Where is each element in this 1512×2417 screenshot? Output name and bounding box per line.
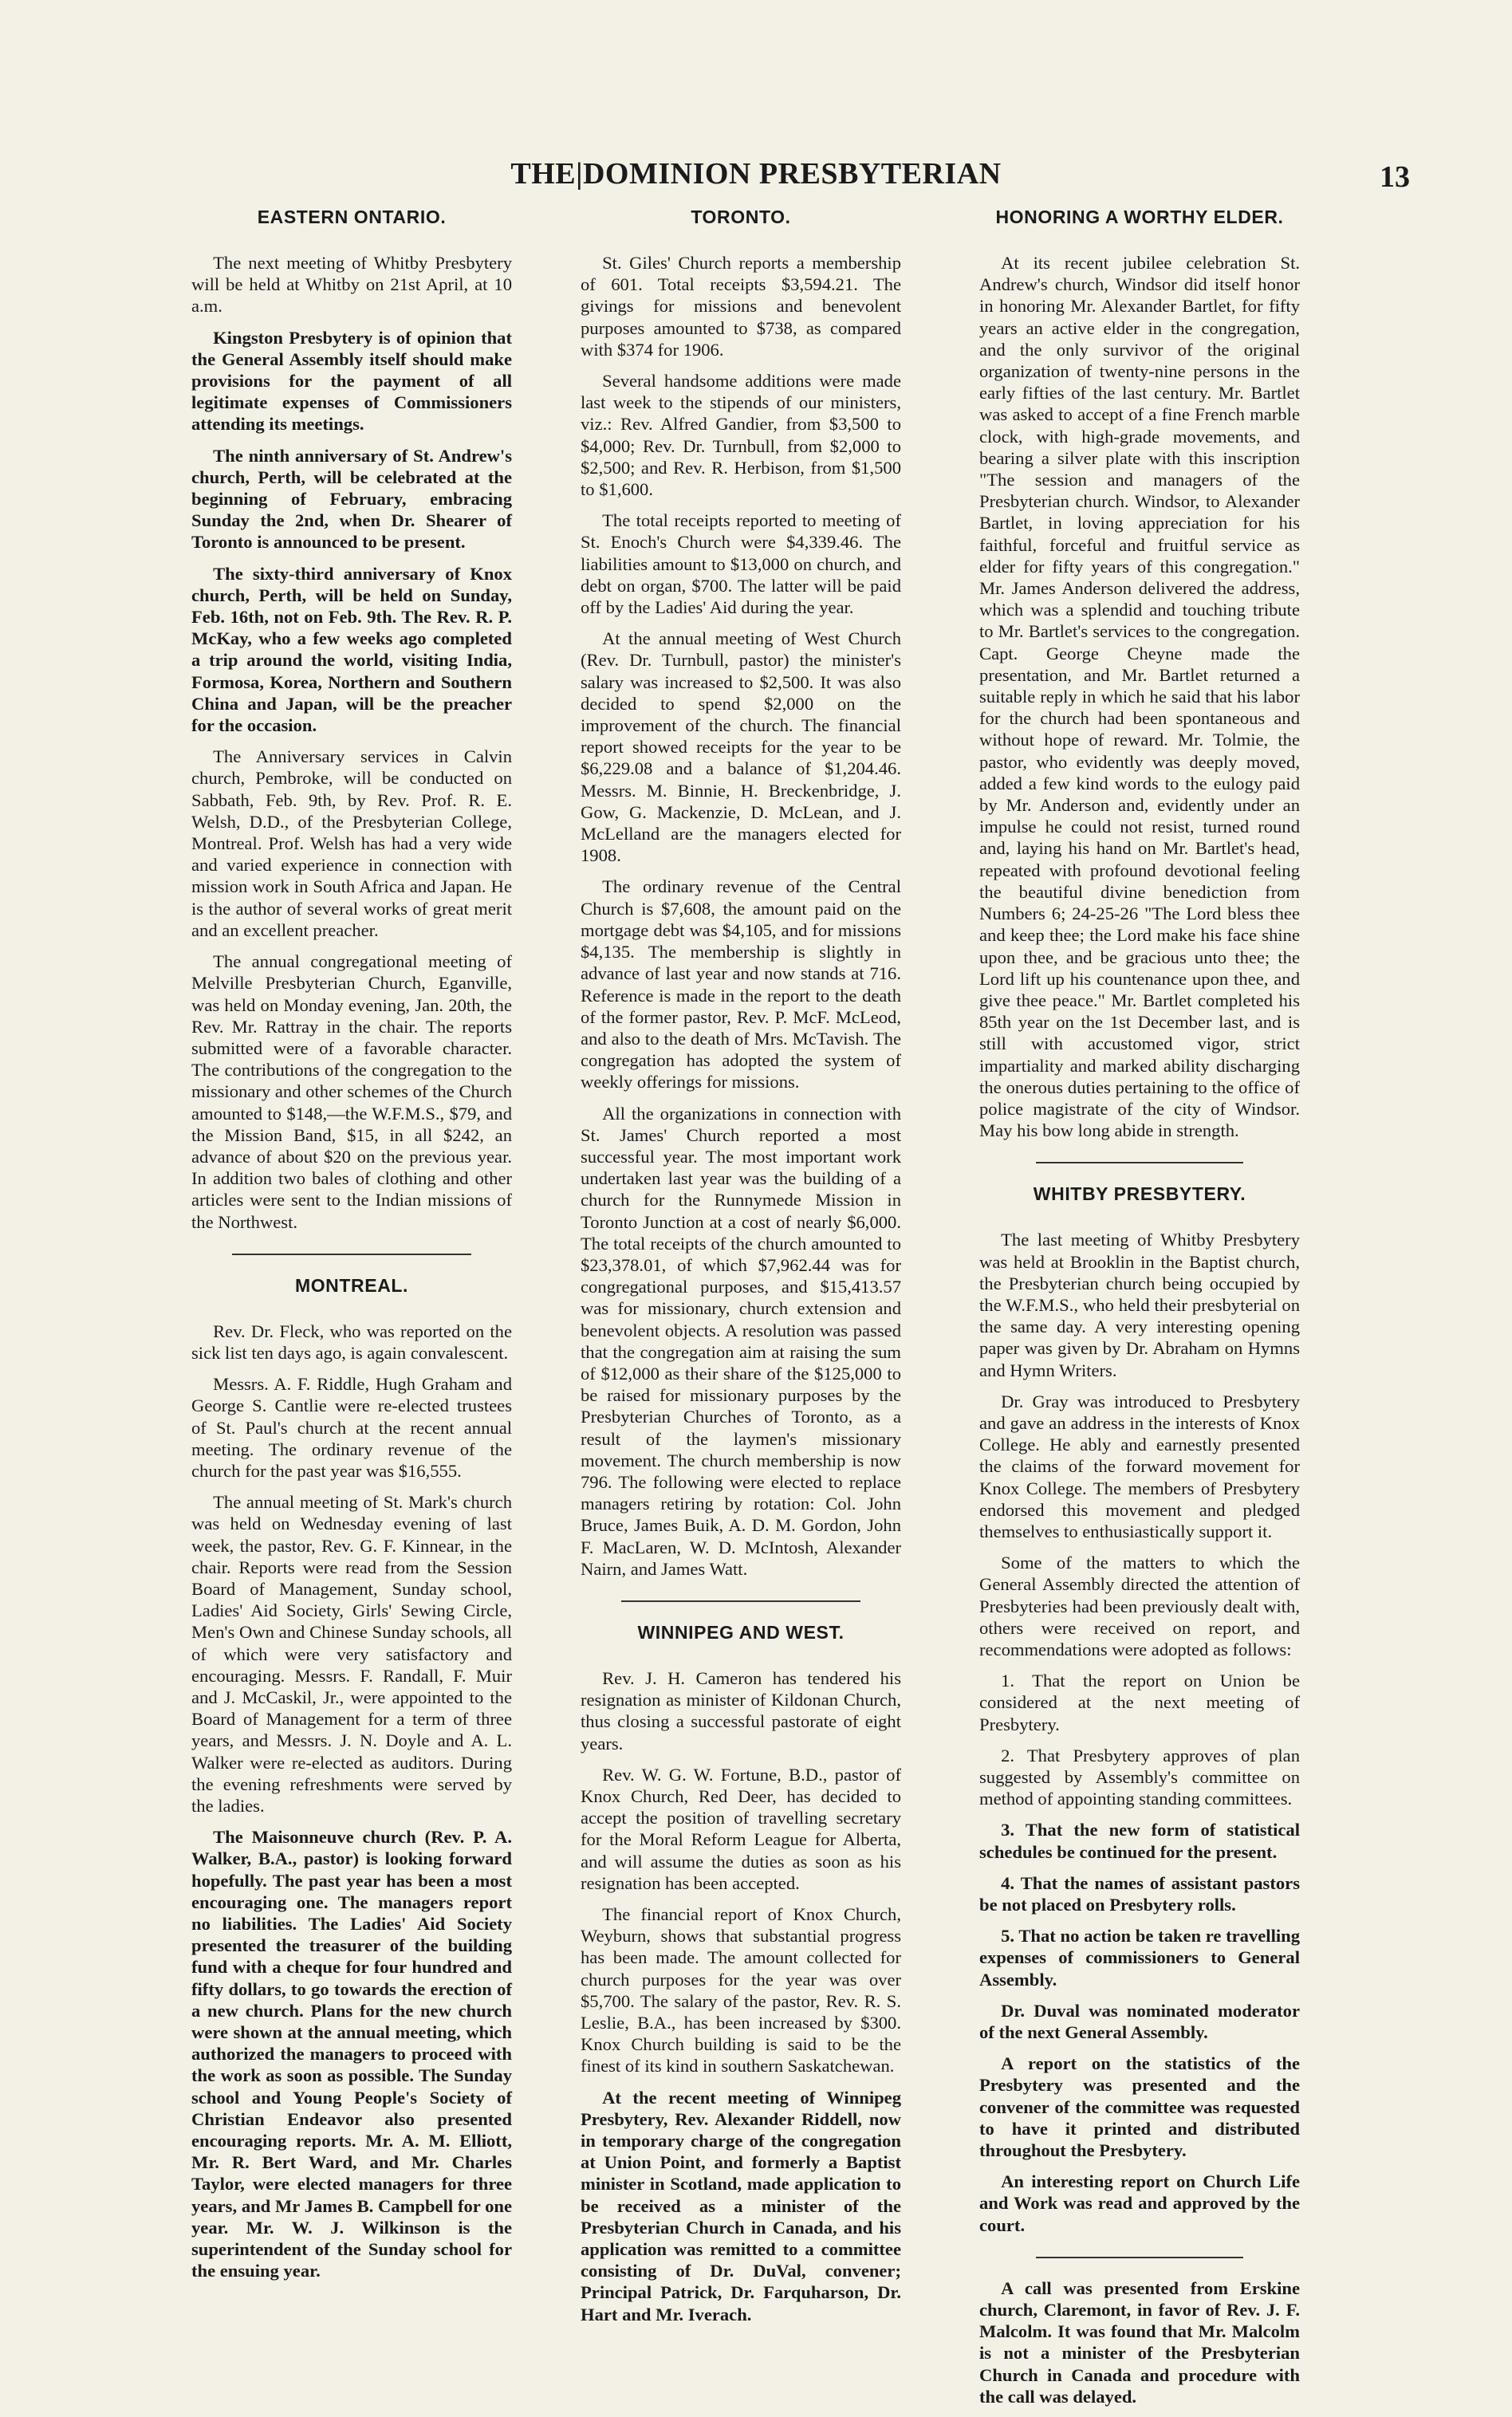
paragraph: The annual meeting of St. Mark's church was held on Wednesday evening of last week, the pastor, Rev. G. F. Kinnear, in the chair. Reports were read from the Session Board of Management, Sunday school, Ladies' Aid Society, Girls' Sewing Circle, Men's Own and Chinese Sunday schools, all of which were very satisfactory and encouraging. Messrs. F. Randall, F. Muir and J. McCaskil, Jr., were appointed to the Board of Management for a term of three years, and Messrs. J. N. Doyle and A. L. Walker were re-elected as auditors. During the evening refreshments were served by the ladies. — [191, 1492, 512, 1816]
paragraph: At the annual meeting of West Church (Rev. Dr. Turnbull, pastor) the minister's salary was increased to $2,500. It was also decided to spend $2,000 on the improvement of the church. The financial report showed receipts for the year to be $6,229.08 and a balance of $1,204.46. Messrs. M. Binnie, H. Breckenbridge, J. Gow, G. Mackenzie, D. McLean, and J. McLelland are the managers elected for 1908. — [581, 628, 901, 866]
paragraph: At the recent meeting of Winnipeg Presbytery, Rev. Alexander Riddell, now in temporary charge of the congregation at Union Point, and formerly a Baptist minister in Scotland, made application to be received as a minister of the Presbyterian Church in Canada, and his application was remitted to a committee consisting of Dr. DuVal, convener; Principal Patrick, Dr. Farquharson, Dr. Hart and Mr. Iverach. — [581, 2087, 901, 2324]
paragraph: Rev. W. G. W. Fortune, B.D., pastor of Knox Church, Red Deer, has decided to accept the position of travelling secretary for the Moral Reform League for Alberta, and will assume the duties as soon as his resignation has been accepted. — [581, 1764, 901, 1893]
list-item: 5. That no action be taken re travelling expenses of commissioners to General Assembly. — [979, 1926, 1300, 1990]
divider — [232, 1254, 471, 1255]
paragraph: All the organizations in connection with St. James' Church reported a most successful year. The most important work undertaken last year was the building of a church for the Runnymede Mission in Toronto Junction at a cost of nearly $6,000. The total receipts of the church amounted to $23,378.01, of which $7,962.44 was for congregational purposes, and $15,413.57 was for missionary, church extension and benevolent objects. A resolution was passed that the congregation aim at raising the sum of $12,000 as their share of the $125,000 to be raised for missionary purposes by the Presbyterian Churches of Toronto, as a result of the laymen's missionary movement. The church membership is now 796. The following were elected to replace managers retiring by rotation: Col. John Bruce, James Buik, A. D. M. Gordon, John F. MacLaren, W. D. McIntosh, Alexander Nairn, and James Watt. — [581, 1103, 901, 1579]
section-heading-whitby-presbytery: WHITBY PRESBYTERY. — [1033, 1183, 1246, 1205]
section-heading-winnipeg-and-west: WINNIPEG AND WEST. — [637, 1621, 845, 1643]
paragraph: St. Giles' Church reports a membership of 601. Total receipts $3,594.21. The givings for missions and benevolent purposes amounted to $738, as compared with $374 for 1906. — [581, 253, 901, 360]
paragraph: An interesting report on Church Life and Work was read and approved by the court. — [979, 2171, 1300, 2235]
list-item: 4. That the names of assistant pastors be not placed on Presbytery rolls. — [979, 1872, 1300, 1915]
page-number: 13 — [1380, 160, 1410, 194]
paragraph: Several handsome additions were made last week to the stipends of our ministers, viz.: Rev. Alfred Gandier, from $3,500 to $4,000; Rev. Dr. Turnbull, from $2,000 to $2,500; and Rev. R. Herbison, from $1,500 to $1,600. — [581, 371, 901, 500]
column-3 — [979, 206, 1300, 2417]
paragraph: The annual congregational meeting of Melville Presbyterian Church, Eganville, was held on Monday evening, Jan. 20th, the Rev. Mr. Rattray in the chair. The reports submitted were of a favorable character. The contributions of the congregation to the missionary and other schemes of the Church amounted to $148,—the W.F.M.S., $79, and the Mission Band, $15, in all $242, an advance of about $20 on the previous year. In addition two bales of clothing and other articles were sent to the Indian missions of the Northwest. — [191, 951, 512, 1232]
section-heading-eastern-ontario: EASTERN ONTARIO. — [257, 207, 447, 227]
paragraph: Some of the matters to which the General Assembly directed the attention of Presbyteries had been previously dealt with, others were received on report, and recommendations were adopted as follows: — [979, 1553, 1300, 1659]
list-item: 1. That the report on Union be considered at the next meeting of Presbytery. — [979, 1671, 1300, 1734]
paragraph: A call was presented from Erskine church, Claremont, in favor of Rev. J. F. Malcolm. It was found that Mr. Malcolm is not a minister of the Presbyterian Church in Canada and procedure with the call was delayed. — [979, 2277, 1300, 2407]
paragraph: The total receipts reported to meeting of St. Enoch's Church were $4,339.46. The liabilities amount to $13,000 on church, and debt on organ, $700. The latter will be paid off by the Ladies' Aid during the year. — [581, 510, 901, 618]
paragraph: The last meeting of Whitby Presbytery was held at Brooklin in the Baptist church, the Presbyterian church being occupied by the W.F.M.S., who held their presbyterial on the same day. A very interesting opening paper was given by Dr. Abraham on Hymns and Hymn Writers. — [979, 1230, 1300, 1380]
list-item: 2. That Presbytery approves of plan suggested by Assembly's committee on method of appointing standing committees. — [979, 1745, 1300, 1809]
paragraph: Messrs. A. F. Riddle, Hugh Graham and George S. Cantlie were re-elected trustees of St. Paul's church at the recent annual meeting. The ordinary revenue of the church for the past year was $16,555. — [191, 1374, 512, 1481]
section-heading-honoring-a-worthy-elder: HONORING A WORTHY ELDER. — [995, 207, 1284, 227]
paragraph: The sixty-third anniversary of Knox church, Perth, will be held on Sunday, Feb. 16th, not on Feb. 9th. The Rev. R. P. McKay, who a few weeks ago completed a trip around the world, visiting India, Formosa, Korea, Northern and Southern China and Japan, will be the preacher for the occasion. — [191, 563, 512, 736]
paragraph: Kingston Presbytery is of opinion that the General Assembly itself should make provisions for the payment of all legitimate expenses of Commissioners attending its meetings. — [191, 327, 512, 435]
section-heading-toronto: TORONTO. — [691, 207, 791, 227]
paragraph: The Maisonneuve church (Rev. P. A. Walker, B.A., pastor) is looking forward hopefully. The past year has been a most encouraging one. The managers report no liabilities. The Ladies' Aid Society presented the treasurer of the building fund with a cheque for four hundred and fifty dollars, to go towards the erection of a new church. Plans for the new church were shown at the annual meeting, which authorized the managers to proceed with the work as soon as possible. The Sunday school and Young People's Society of Christian Endeavor also presented encouraging reports. Mr. A. M. Elliott, Mr. R. Bert Ward, and Mr. Charles Taylor, were elected managers for three years, and Mr James B. Campbell for one year. Mr. W. J. Wilkinson is the superintendent of the Sunday school for the ensuing year. — [191, 1827, 512, 2281]
paragraph: The next meeting of Whitby Presbytery will be held at Whitby on 21st April, at 10 a.m. — [191, 253, 512, 317]
paragraph: Dr. Gray was introduced to Presbytery and gave an address in the interests of Knox College. He ably and earnestly presented the claims of the forward movement for Knox College. The members of Presbytery endorsed this movement and pledged themselves to enthusiastically support it. — [979, 1391, 1300, 1541]
paragraph: The financial report of Knox Church, Weyburn, shows that substantial progress has been made. The amount collected for church purposes for the year was over $5,700. The salary of the pastor, Rev. R. S. Leslie, B.A., has been increased by $300. Knox Church building is said to be the finest of its kind in southern Saskatchewan. — [581, 1904, 901, 2076]
paragraph: A report on the statistics of the Presbytery was presented and the convener of the committee was requested to have it printed and distributed throughout the Presbytery. — [979, 2053, 1300, 2161]
paragraph: The ninth anniversary of St. Andrew's church, Perth, will be celebrated at the beginning of February, embracing Sunday the 2nd, when Dr. Shearer of Toronto is announced to be present. — [191, 445, 512, 553]
paragraph: The Anniversary services in Calvin church, Pembroke, will be conducted on Sabbath, Feb. 9th, by Rev. Prof. R. E. Welsh, D.D., of the Presbyterian College, Montreal. Prof. Welsh has had a very wide and varied experience in connection with mission work in South Africa and Japan. He is the author of several works of great merit and an excellent preacher. — [191, 746, 512, 940]
divider — [621, 1600, 860, 1602]
list-item: 3. That the new form of statistical schedules be continued for the present. — [979, 1820, 1300, 1862]
column-1 — [191, 206, 512, 2291]
paragraph: Rev. J. H. Cameron has tendered his resignation as minister of Kildonan Church, thus closing a successful pastorate of eight years. — [581, 1667, 901, 1754]
column-2 — [581, 206, 901, 2335]
paragraph: Dr. Duval was nominated moderator of the next General Assembly. — [979, 2000, 1300, 2043]
divider — [1036, 1162, 1243, 1163]
paragraph: Rev. Dr. Fleck, who was reported on the sick list ten days ago, is again convalescent. — [191, 1321, 512, 1363]
divider — [1036, 2257, 1243, 2258]
paragraph: At its recent jubilee celebration St. Andrew's church, Windsor did itself honor in honoring Mr. Alexander Bartlet, for fifty years an active elder in the congregation, and the only survivor of the original organization of twenty-nine persons in the early fifties of the last century. Mr. Bartlet was asked to accept of a fine French marble clock, with high-grade movements, and bearing a silver plate with this inscription "The session and managers of the Presbyterian church. Windsor, to Alexander Bartlet, in loving appreciation for his faithful, forceful and fruitful service as elder for fifty years of this congregation." Mr. James Anderson delivered the address, which was a splendid and touching tribute to Mr. Bartlet's services to the congregation. Capt. George Cheyne made the presentation, and Mr. Bartlet returned a suitable reply in which he said that his labor for the church had been spontaneous and without hope of reward. Mr. Tolmie, the pastor, who evidently was deeply moved, added a few kind words to the eulogy paid by Mr. Anderson and, evidently under an impulse he could not resist, turned round and, laying his hand on Mr. Bartlet's head, repeated with profound devotional feeling the beautiful divine benediction from Numbers 6; 24-25-26 "The Lord bless thee and keep thee; the Lord make his face shine upon thee, and be gracious unto thee; the Lord lift up his countenance upon thee, and give thee peace." Mr. Bartlet completed his 85th year on the 1st December last, and is still with accustomed vigor, strict impartiality and marked ability discharging the onerous duties pertaining to the office of police magistrate of the city of Windsor. May his bow long abide in strength. — [979, 253, 1300, 1141]
section-heading-montreal: MONTREAL. — [294, 1274, 409, 1296]
paragraph: The ordinary revenue of the Central Church is $7,608, the amount paid on the mortgage debt was $4,105, and for missions $4,135. The membership is slightly in advance of last year and now stands at 716. Reference is made in the report to the death of the former pastor, Rev. P. McF. McLeod, and also to the death of Mrs. McTavish. The congregation has adopted the system of weekly offerings for missions. — [581, 876, 901, 1092]
page-title: THE|DOMINION PRESBYTERIAN — [510, 157, 1002, 191]
